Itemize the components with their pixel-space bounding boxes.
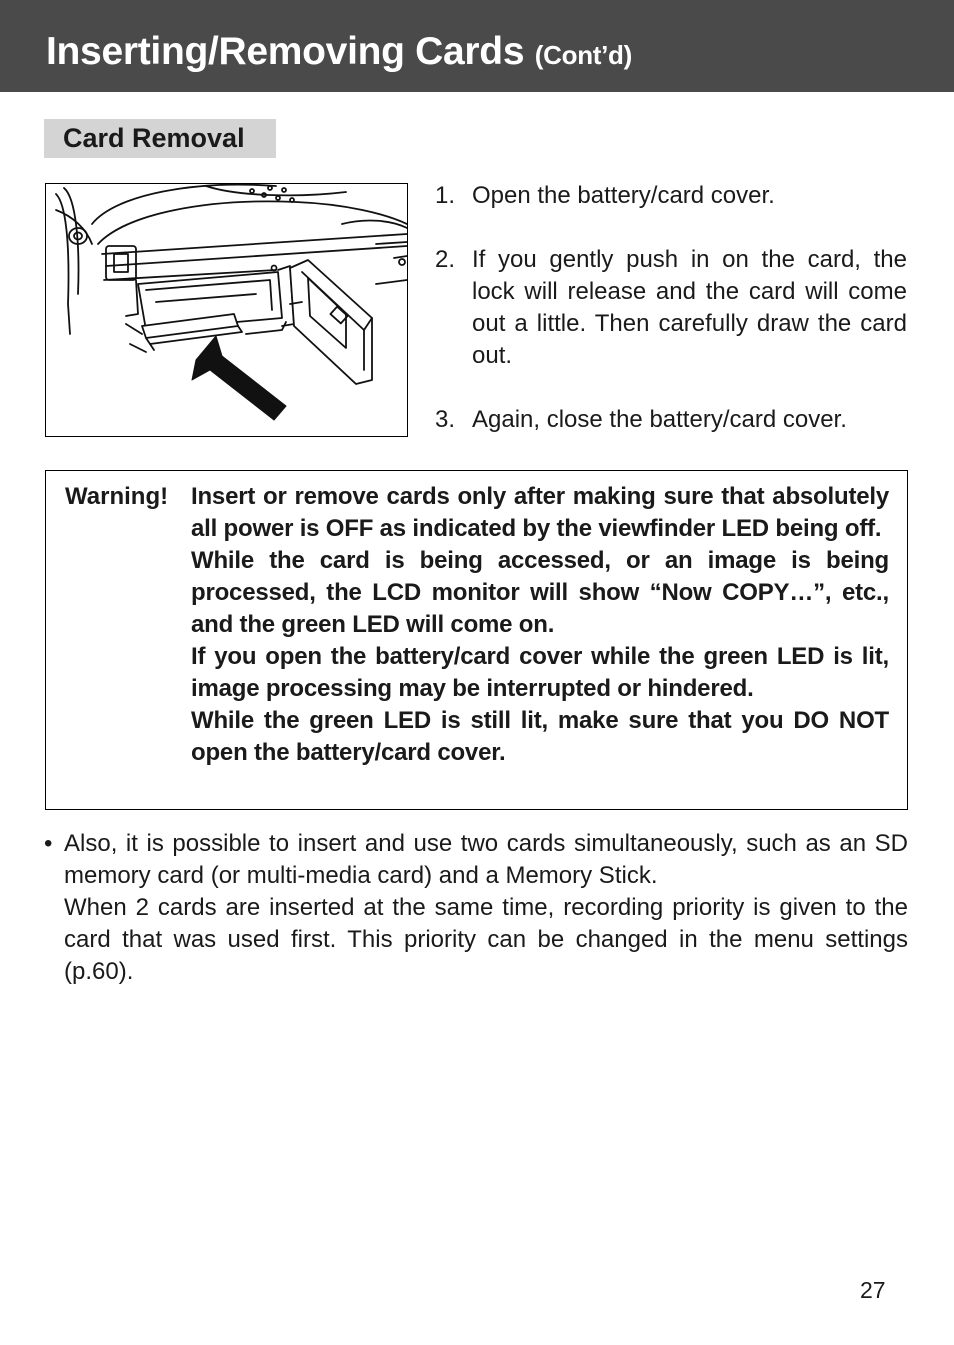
step-item [435, 244, 907, 372]
warning-box [45, 470, 908, 810]
bullet-icon: • [44, 830, 53, 857]
note-paragraph: When 2 cards are inserted at the same time, recording priority is given to the card that was used first. This priority can be changed in the menu settings (p.60). [64, 894, 908, 985]
page-title-main: Inserting/Removing Cards [46, 30, 525, 73]
page-title-suffix: (Cont’d) [534, 40, 633, 70]
page-title [46, 30, 632, 74]
warning-body [191, 481, 889, 769]
page-header [0, 0, 954, 92]
warning-paragraph: Insert or remove cards only after making sure that absolutely all power is OFF as indicated by the viewfinder LED being off. [191, 483, 889, 542]
step-number: 1. [435, 182, 456, 209]
step-text: Open the battery/card cover. [472, 182, 775, 209]
page-number: 27 [860, 1277, 886, 1303]
warning-paragraph: If you open the battery/card cover while the green LED is lit, image processing may be interrupted or hindered. [191, 643, 889, 702]
step-item [435, 404, 907, 436]
step-text: If you gently push in on the card, the lock will release and the card will come out a little. Then carefully draw the card out. [472, 246, 907, 369]
warning-label: Warning! [65, 483, 169, 510]
step-number: 2. [435, 246, 456, 273]
step-item [435, 180, 907, 212]
step-text: Again, close the battery/card cover. [472, 406, 847, 433]
removal-steps [435, 180, 907, 436]
note-section [44, 828, 908, 988]
warning-paragraph: While the green LED is still lit, make sure that you DO NOT open the battery/card cover. [191, 707, 889, 766]
section-heading: Card Removal [44, 119, 276, 158]
step-number: 3. [435, 406, 456, 433]
warning-paragraph: While the card is being accessed, or an image is being processed, the LCD monitor will show “Now COPY…”, etc., and the green LED will come on. [191, 547, 889, 638]
note-body [64, 828, 908, 988]
note-paragraph: Also, it is possible to insert and use two cards simultaneously, such as an SD memory card (or multi-media card) and a Memory Stick. [64, 830, 908, 889]
card-removal-illustration [45, 183, 408, 437]
